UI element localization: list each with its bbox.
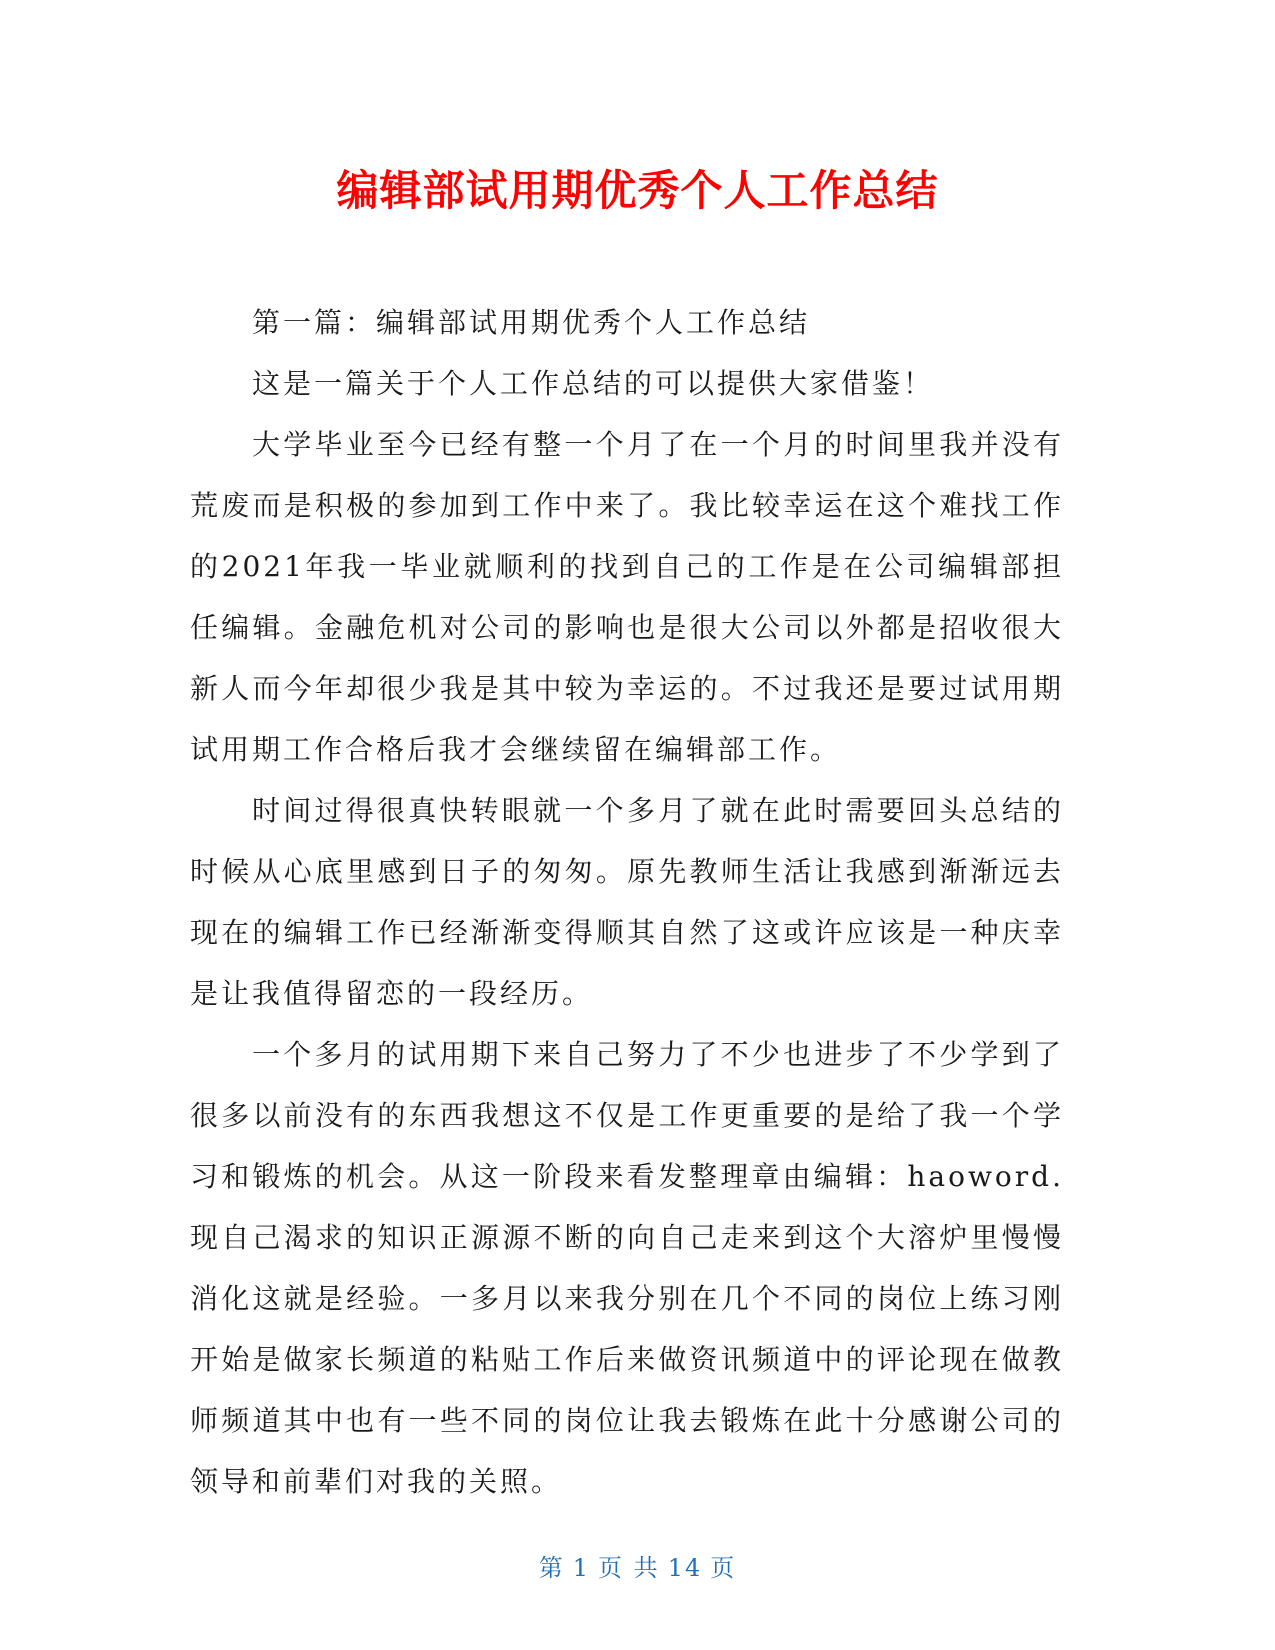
paragraph: 大学毕业至今已经有整一个月了在一个月的时间里我并没有荒废而是积极的参加到工作中来了。我比较幸运在这个难找工作的2021年我一毕业就顺利的找到自己的工作是在公司编辑部担任编辑。金融危机对公司的影响也是很大公司以外都是招收很大新人而今年却很少我是其中较为幸运的。不过我还是要过试用期试用期工作合格后我才会继续留在编辑部工作。	[190, 428, 1064, 766]
footer-middle: 页 共	[598, 1554, 660, 1582]
paragraph: 第一篇：编辑部试用期优秀个人工作总结	[252, 306, 811, 339]
page-footer	[0, 1548, 1275, 1583]
paragraph: 这是一篇关于个人工作总结的可以提供大家借鉴！	[252, 367, 935, 400]
footer-current-page: 1	[572, 1554, 591, 1582]
document-body	[190, 292, 1064, 1512]
footer-prefix: 第	[538, 1554, 565, 1582]
paragraph: 时间过得很真快转眼就一个多月了就在此时需要回头总结的时候从心底里感到日子的匆匆。原先教师生活让我感到渐渐远去现在的编辑工作已经渐渐变得顺其自然了这或许应该是一种庆幸是让我值得留恋的一段经历。	[190, 794, 1064, 1010]
footer-total-pages: 14	[667, 1554, 703, 1582]
footer-suffix: 页	[710, 1554, 737, 1582]
document-title: 编辑部试用期优秀个人工作总结	[336, 166, 939, 215]
paragraph: 一个多月的试用期下来自己努力了不少也进步了不少学到了很多以前没有的东西我想这不仅是工作更重要的是给了我一个学习和锻炼的机会。从这一阶段来看发整理章由编辑：haoword.现自己渴求的知识正源源不断的向自己走来到这个大溶炉里慢慢消化这就是经验。一多月以来我分别在几个不同的岗位上练习刚开始是做家长频道的粘贴工作后来做资讯频道中的评论现在做教师频道其中也有一些不同的岗位让我去锻炼在此十分感谢公司的领导和前辈们对我的关照。	[190, 1038, 1064, 1498]
